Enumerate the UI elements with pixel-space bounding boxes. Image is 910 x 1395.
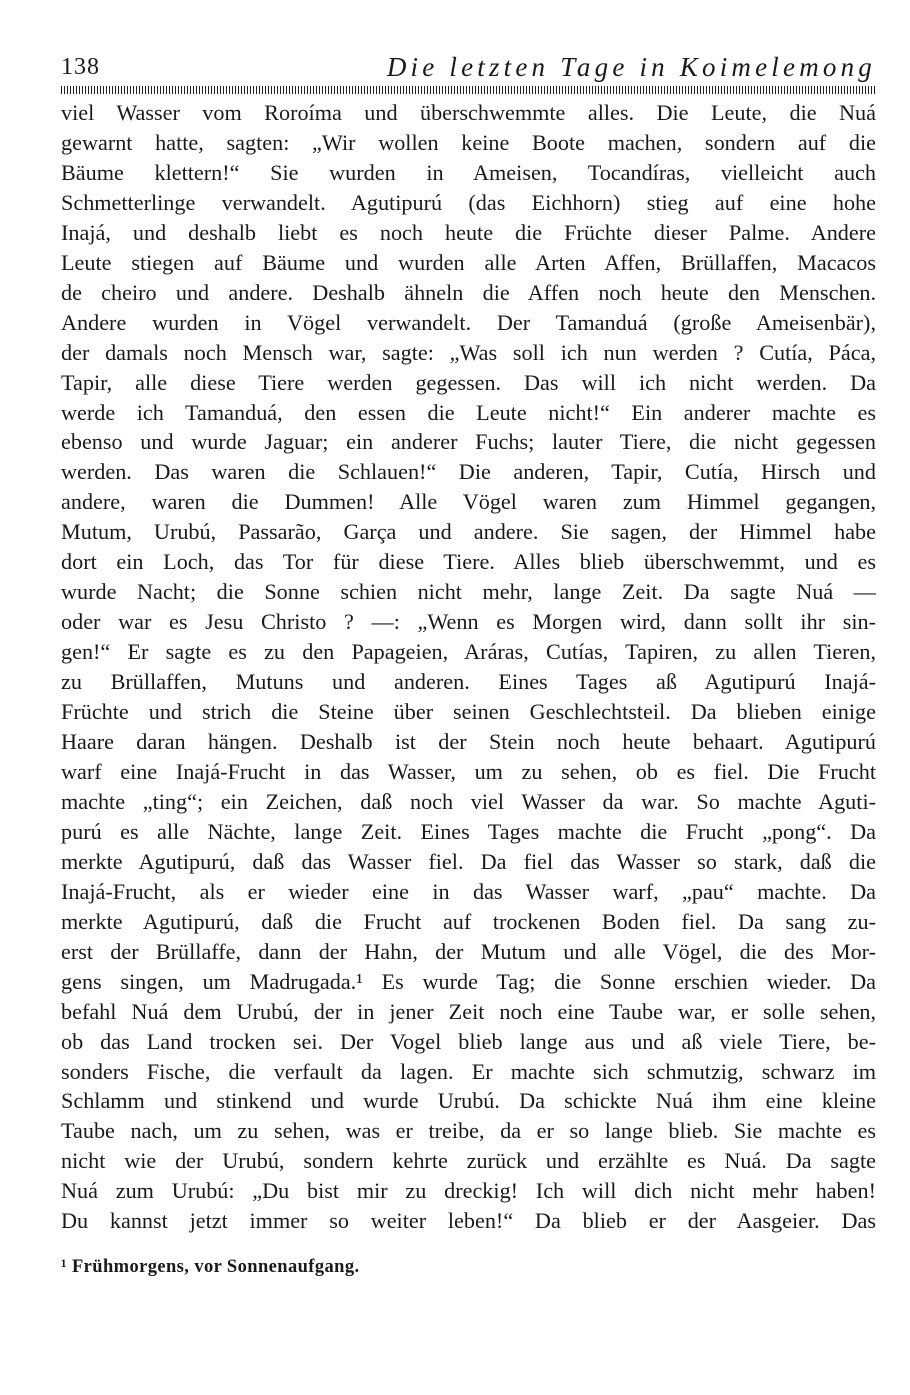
text-line: viel Wasser vom Roroíma und überschwemmte alles. Die Leute, die Nuá	[61, 100, 876, 125]
text-line: oder war es Jesu Christo ? —: „Wenn es Morgen wird, dann sollt ihr sin-	[61, 609, 876, 635]
text-line: Früchte und strich die Steine über seinen Geschlechtsteil. Da blieben einige	[61, 699, 876, 725]
text-line: Taube nach, um zu sehen, was er treibe, da er so lange blieb. Sie machte es	[61, 1118, 876, 1144]
text-line: erst der Brüllaffe, dann der Hahn, der Mutum und alle Vögel, die des Mor-	[61, 938, 876, 964]
footnote: ¹ Frühmorgens, vor Sonnenaufgang.	[61, 1257, 360, 1277]
running-title: Die letzten Tage in Koimelemong	[386, 52, 876, 82]
text-line: gewarnt hatte, sagten: „Wir wollen keine Boote machen, sondern auf die	[61, 129, 876, 155]
text-line: Andere wurden in Vögel verwandelt. Der Tamanduá (große Ameisenbär),	[61, 309, 876, 335]
text-line: sonders Fische, die verfault da lagen. Er machte sich schmutzig, schwarz im	[61, 1058, 876, 1084]
text-line: de cheiro und andere. Deshalb ähneln die Affen noch heute den Menschen.	[61, 279, 876, 305]
book-page	[61, 52, 876, 1236]
text-line: Schlamm und stinkend und wurde Urubú. Da schickte Nuá ihm eine kleine	[61, 1088, 876, 1114]
text-line: der damals noch Mensch war, sagte: „Was soll ich nun werden ? Cutía, Páca,	[61, 339, 876, 365]
text-line: Nuá zum Urubú: „Du bist mir zu dreckig! Ich will dich nicht mehr haben!	[61, 1178, 876, 1204]
text-line: zu Brüllaffen, Mutuns und anderen. Eines Tages aß Agutipurú Inajá-	[61, 669, 876, 695]
text-line: wurde Nacht; die Sonne schien nicht mehr, lange Zeit. Da sagte Nuá —	[61, 579, 876, 605]
text-line: werden. Das waren die Schlauen!“ Die anderen, Tapir, Cutía, Hirsch und	[61, 459, 876, 485]
text-line: gens singen, um Madrugada.¹ Es wurde Tag; die Sonne erschien wieder. Da	[61, 968, 876, 994]
text-line: Bäume klettern!“ Sie wurden in Ameisen, Tocandíras, vielleicht auch	[61, 159, 876, 185]
text-line: dort ein Loch, das Tor für diese Tiere. Alles blieb überschwemmt, und es	[61, 549, 876, 575]
text-line: Haare daran hängen. Deshalb ist der Stein noch heute behaart. Agutipurú	[61, 729, 876, 755]
text-line: Schmetterlinge verwandelt. Agutipurú (das Eichhorn) stieg auf eine hohe	[61, 189, 876, 215]
text-line: ob das Land trocken sei. Der Vogel blieb lange aus und aß viele Tiere, be-	[61, 1028, 876, 1054]
header-rule	[61, 86, 876, 94]
text-line: purú es alle Nächte, lange Zeit. Eines Tages machte die Frucht „pong“. Da	[61, 818, 876, 844]
text-line: Tapir, alle diese Tiere werden gegessen. Das will ich nicht werden. Da	[61, 369, 876, 395]
text-line: gen!“ Er sagte es zu den Papageien, Aráras, Cutías, Tapiren, zu allen Tieren,	[61, 639, 876, 665]
text-line: ebenso und wurde Jaguar; ein anderer Fuchs; lauter Tiere, die nicht gegessen	[61, 429, 876, 455]
text-line: andere, waren die Dummen! Alle Vögel waren zum Himmel gegangen,	[61, 489, 876, 515]
text-line: nicht wie der Urubú, sondern kehrte zurück und erzählte es Nuá. Da sagte	[61, 1148, 876, 1174]
text-line: machte „ting“; ein Zeichen, daß noch viel Wasser da war. So machte Aguti-	[61, 788, 876, 814]
text-line: befahl Nuá dem Urubú, der in jener Zeit noch eine Taube war, er solle sehen,	[61, 998, 876, 1024]
page-header	[61, 52, 876, 86]
text-line: Du kannst jetzt immer so weiter leben!“ Da blieb er der Aasgeier. Das	[61, 1208, 876, 1234]
page-number: 138	[61, 54, 100, 80]
text-line: Inajá-Frucht, als er wieder eine in das Wasser warf, „pau“ machte. Da	[61, 878, 876, 904]
text-line: Mutum, Urubú, Passarão, Garça und andere. Sie sagen, der Himmel habe	[61, 519, 876, 545]
text-line: Inajá, und deshalb liebt es noch heute die Früchte dieser Palme. Andere	[61, 219, 876, 245]
text-line: Leute stiegen auf Bäume und wurden alle Arten Affen, Brüllaffen, Macacos	[61, 249, 876, 275]
text-line: warf eine Inajá-Frucht in das Wasser, um zu sehen, ob es fiel. Die Frucht	[61, 758, 876, 784]
text-line: merkte Agutipurú, daß die Frucht auf trockenen Boden fiel. Da sang zu-	[61, 908, 876, 934]
text-line: werde ich Tamanduá, den essen die Leute nicht!“ Ein anderer machte es	[61, 399, 876, 425]
body-text	[61, 98, 876, 1236]
text-line: merkte Agutipurú, daß das Wasser fiel. Da fiel das Wasser so stark, daß die	[61, 848, 876, 874]
